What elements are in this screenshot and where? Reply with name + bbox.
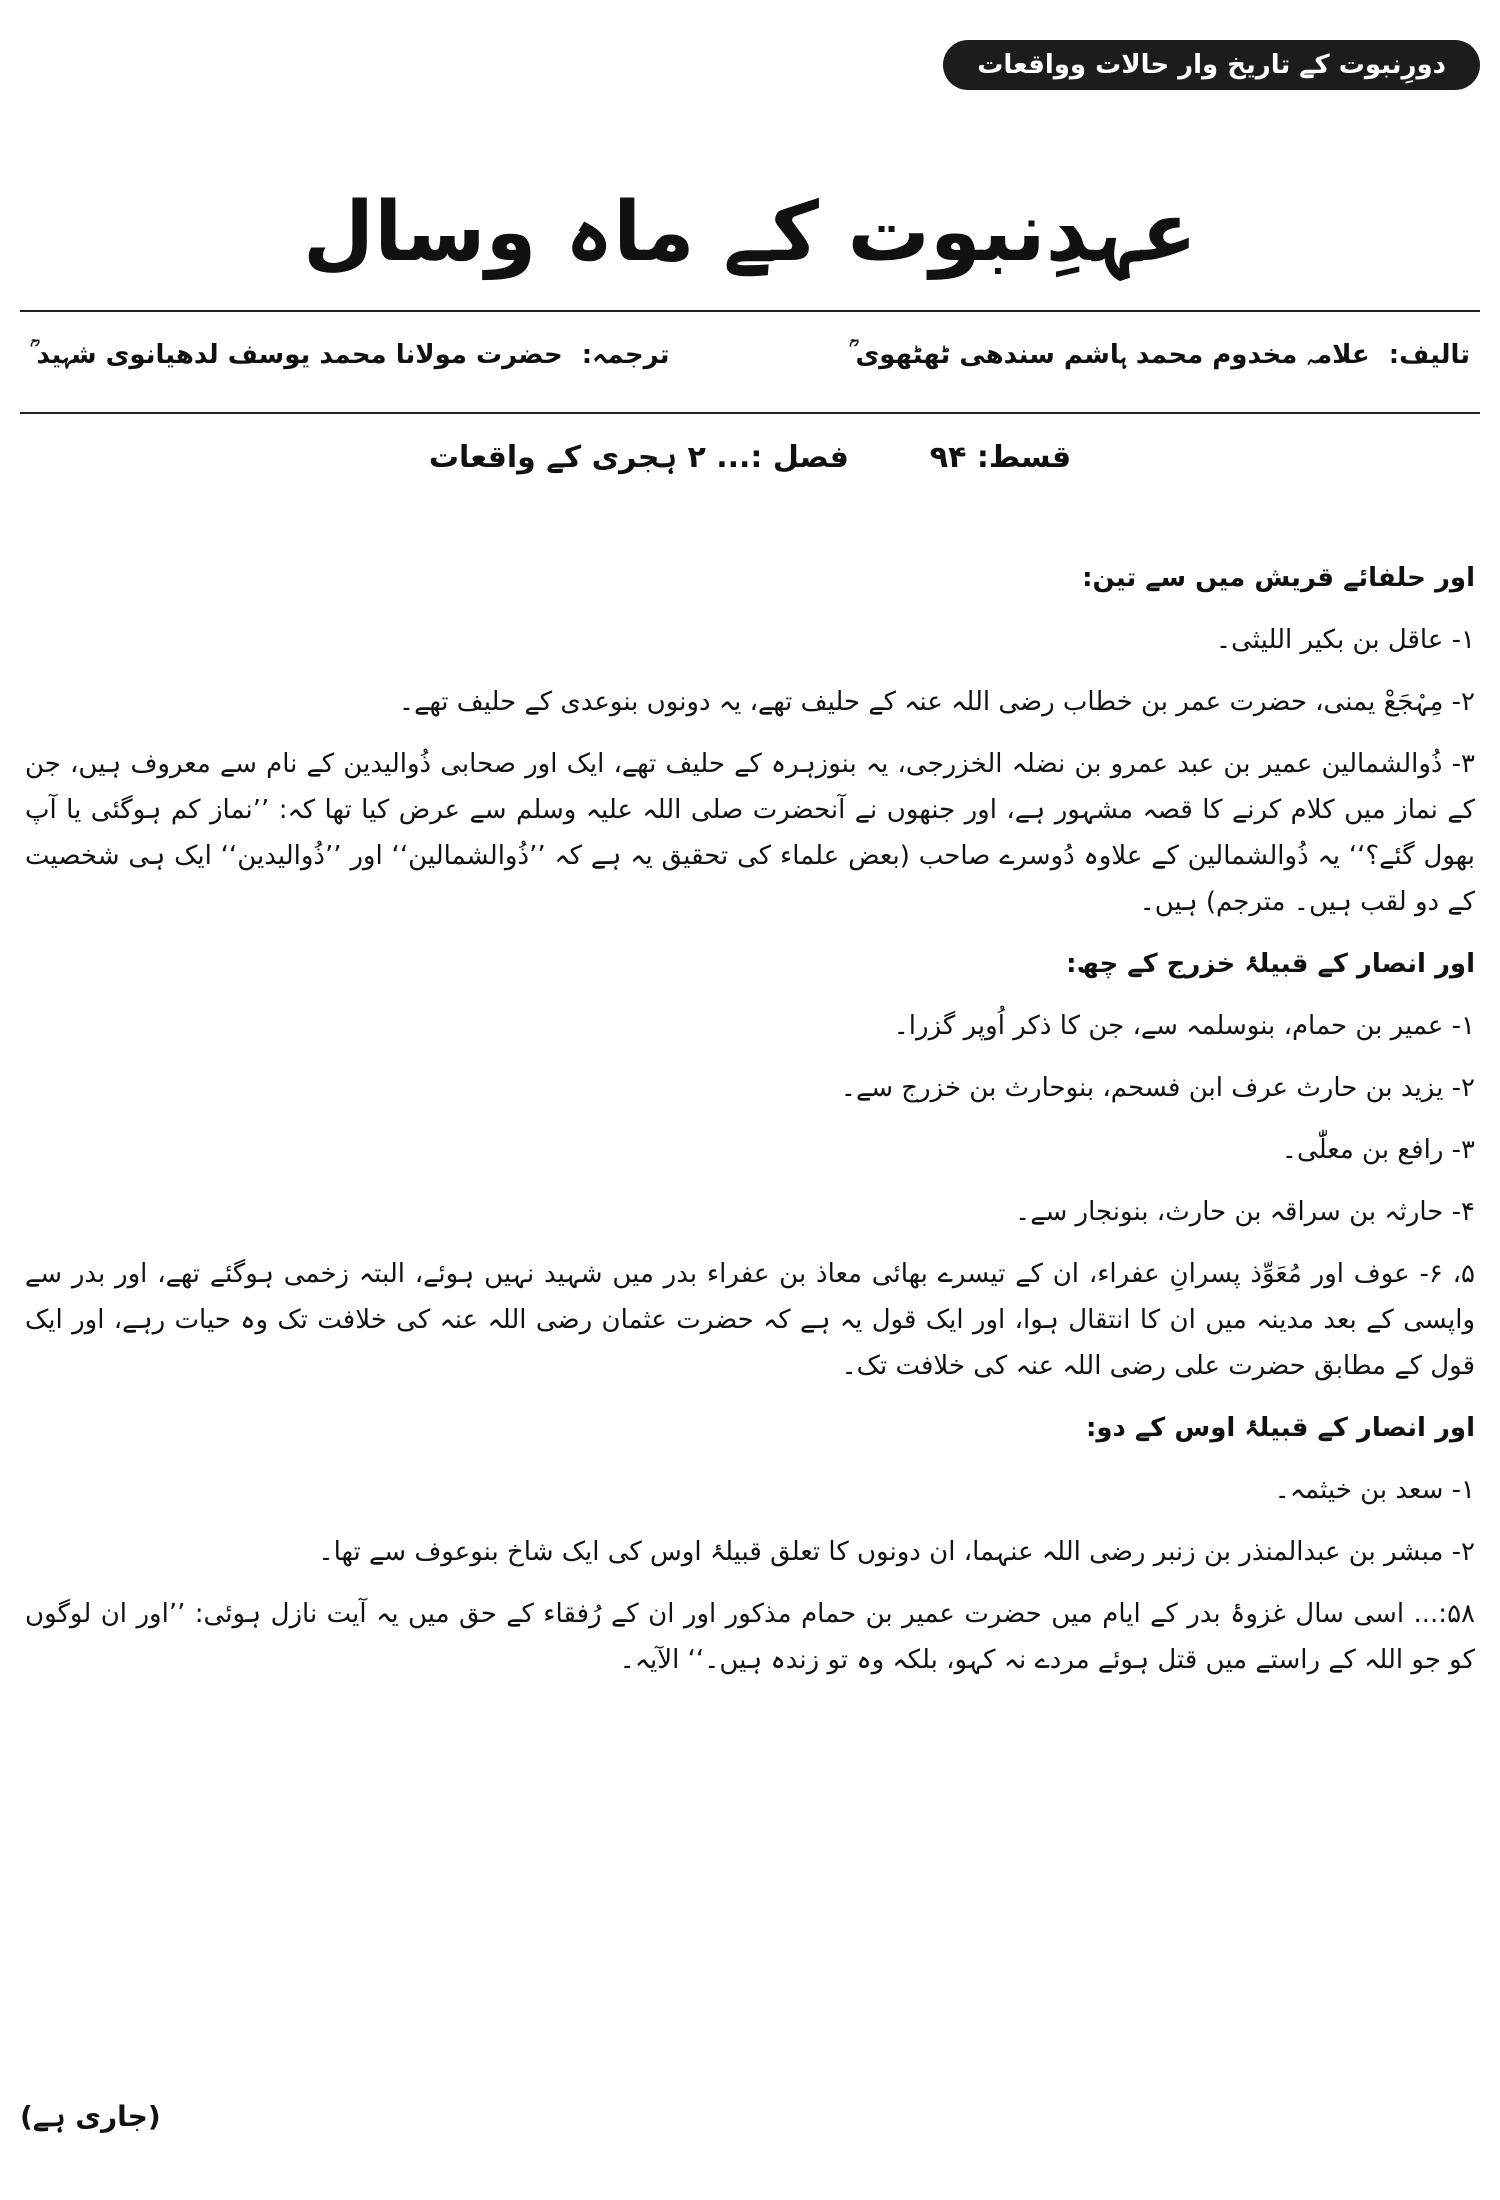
translator-name: حضرت مولانا محمد یوسف لدھیانوی شہید ؒ: [30, 340, 563, 370]
list-item: ۳- ذُوالشمالین عمیر بن عبد عمرو بن نضلہ الخزرجی، یہ بنوزہرہ کے حلیف تھے، ایک اور صحابی ذُوالیدین کے نام سے معروف ہیں، جن کے نماز میں کلام کرنے کا قصہ مشہور ہے، اور جنھوں نے آنحضرت صلی اللہ علیہ وسلم سے عرض کیا تھا کہ: ’’نماز کم ہوگئی یا آپ بھول گئے؟‘‘ یہ ذُوالشمالین کے علاوہ دُوسرے صاحب (بعض علماء کی تحقیق یہ ہے کہ ’’ذُوالشمالین‘‘ اور ’’ذُوالیدین‘‘ ایک ہی شخصیت کے دو لقب ہیں۔ مترجم) ہیں۔: [25, 749, 1475, 917]
credits-bar: [30, 340, 1470, 390]
bottom-divider: [20, 412, 1480, 414]
translator-label: ترجمہ:: [581, 340, 670, 370]
list-item: ۱- عاقل بن بکیر اللیثی۔: [1215, 625, 1475, 655]
list-item: ۲- یزید بن حارث عرف ابن فسحم، بنوحارث بن خزرج سے۔: [840, 1073, 1475, 1103]
section-title: فصل :... ۲ ہجری کے واقعات: [428, 440, 849, 475]
author-name: علامہ مخدوم محمد ہاشم سندھی ٹھٹھوی ؒ: [848, 340, 1370, 370]
author-credit: [849, 340, 1470, 371]
paragraph-khazraj-heading: اور انصار کے قبیلۂ خزرج کے چھ:: [1066, 949, 1475, 979]
list-item: ۵، ۶- عوف اور مُعَوِّذ پسرانِ عفراء، ان کے تیسرے بھائی معاذ بن عفراء بدر میں شہید نہیں ہوئے، البتہ زخمی ہوگئے تھے، اور بدر سے واپسی کے بعد مدینہ میں ان کا انتقال ہوا، اور ایک قول یہ ہے کہ حضرت عثمان رضی اللہ عنہ کی خلافت تک وہ حیات رہے، اور ایک قول کے مطابق حضرت علی رضی اللہ عنہ کی خلافت تک۔: [25, 1259, 1476, 1381]
author-label: تالیف:: [1388, 340, 1470, 370]
paragraph-aws-heading: اور انصار کے قبیلۂ اوس کے دو:: [1085, 1413, 1475, 1443]
installment-number: قسط: ۹۴: [929, 440, 1072, 475]
list-item: ۴- حارثہ بن سراقہ بن حارث، بنونجار سے۔: [1015, 1197, 1475, 1227]
series-badge: دورِنبوت کے تاریخ وار حالات وواقعات: [943, 40, 1480, 90]
continued-note: (جاری ہے): [20, 2100, 161, 2133]
list-item: ۳- رافع بن معلّٰی۔: [1281, 1135, 1475, 1165]
list-item: ۲- مبشر بن عبدالمنذر بن زنبر رضی اللہ عنہما، ان دونوں کا تعلق قبیلۂ اوس کی ایک شاخ بنوعوف سے تھا۔: [318, 1537, 1475, 1567]
list-item: ۱- عمیر بن حمام، بنوسلمہ سے، جن کا ذکر اُوپر گزرا۔: [893, 1011, 1475, 1041]
article-title: عہدِنبوت کے ماہ وسال: [302, 185, 1198, 280]
translator-credit: [30, 340, 670, 371]
list-item: ۲- مِہْجَعْ یمنی، حضرت عمر بن خطاب رضی اللہ عنہ کے حلیف تھے، یہ دونوں بنوعدی کے حلیف تھے۔: [398, 687, 1475, 717]
paragraph-allies-heading: اور حلفائے قریش میں سے تین:: [1082, 563, 1475, 593]
article-body: [25, 555, 1475, 1699]
installment-heading: [0, 440, 1500, 475]
list-item: ۱- سعد بن خیثمہ۔: [1274, 1475, 1475, 1505]
top-divider: [20, 310, 1480, 312]
paragraph-58: ۵۸:... اسی سال غزوۂ بدر کے ایام میں حضرت عمیر بن حمام مذکور اور ان کے رُفقاء کے حق میں یہ آیت نازل ہوئی: ’’اور ان لوگوں کو جو اللہ کے راستے میں قتل ہوئے مردے نہ کہو، بلکہ وہ تو زندہ ہیں۔‘‘ الآیہ۔: [25, 1599, 1475, 1675]
